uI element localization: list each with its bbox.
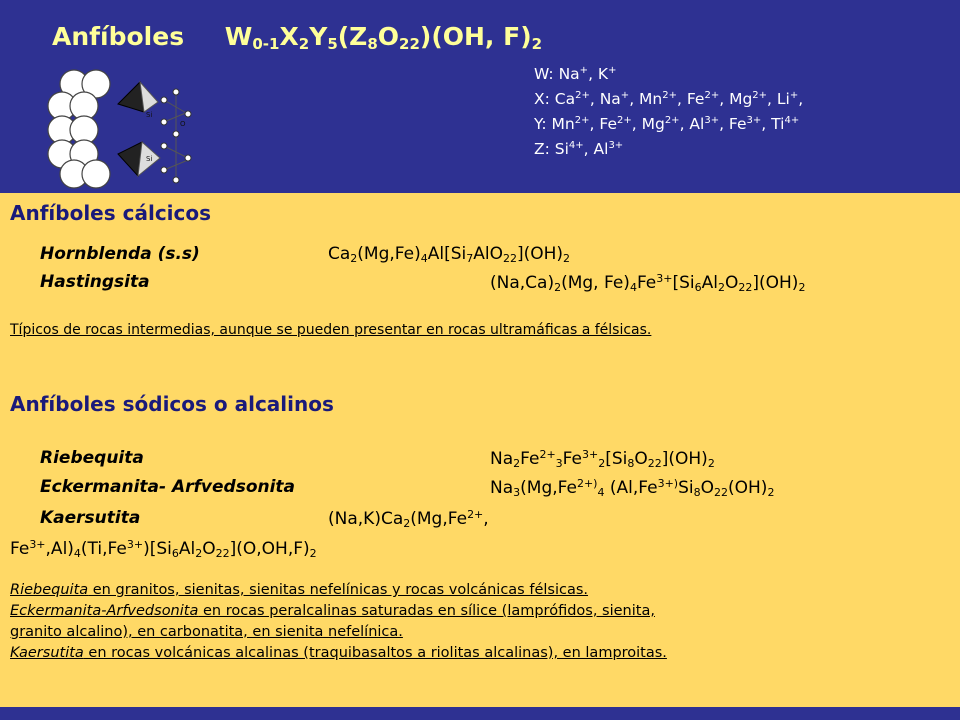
eckermanita-formula: $Na_3(Mg,Fe^{2+)}_4$ ($Al,Fe^{3+)}Si_8O_{22}(OH)_2$ <box>490 477 775 499</box>
kaersutita-formula-2: $Fe^{3+},Al)_4(Ti,Fe^{3+})[Si_6Al_2O_{22}](O,OH,F)_2$ <box>10 538 317 560</box>
eckermanita-name: Eckermanita- Arfvedsonita <box>40 477 296 497</box>
calcicos-note: Típicos de rocas intermedias, aunque se pueden presentar en rocas ultramáficas a félsicas. <box>10 322 652 338</box>
sodicos-notes <box>10 580 950 664</box>
riebequita-formula: $Na_2Fe^{2+}_3Fe^{3+}_2[Si_8O_{22}](OH)_2$ <box>490 448 715 470</box>
ion-y: Y: $Mn^{2+}$, $Fe^{2+}$, $Mg^{2+}$, $Al^{3+}$, $Fe^{3+}$, $Ti^{4+}$ <box>534 115 800 133</box>
title-word: Anfíboles <box>52 22 185 51</box>
o-label: O <box>180 120 186 128</box>
hornblenda-formula: $Ca_2(Mg,Fe)_4Al[Si_7AlO_{22}](OH)_2$ <box>328 244 571 265</box>
kaersutita-row <box>40 508 140 528</box>
note-eckermanita-2: granito alcalino), en carbonatita, en sienita nefelínica. <box>10 624 403 640</box>
hastingsita-formula: $(Na,Ca)_2(Mg$, $Fe)_4Fe^{3+}[Si_6Al_2O_{22}](OH)_2$ <box>490 272 806 294</box>
si-label-1: Si <box>146 111 153 119</box>
general-formula: $W_{0-1}X_2Y_5(Z_8O_{22})(OH$, $F)_2$ <box>224 22 543 53</box>
bottom-strip <box>0 707 960 720</box>
page-title <box>52 22 542 53</box>
amphibole-structure-diagram <box>40 62 200 190</box>
riebequita-row <box>40 448 144 468</box>
ion-w: W: Na+, K+ <box>534 65 617 83</box>
note-riebequita: Riebequita en granitos, sienitas, sienitas nefelínicas y rocas volcánicas félsicas. <box>10 582 589 598</box>
section-title-calcicos: Anfíboles cálcicos <box>10 201 212 225</box>
si-label-2: Si <box>146 155 153 163</box>
hastingsita-name: Hastingsita <box>40 272 150 292</box>
eckermanita-row <box>40 477 295 497</box>
ion-z: Z: $Si^{4+}$, $Al^{3+}$ <box>534 140 624 158</box>
hornblenda-row <box>40 244 200 264</box>
note-kaersutita: Kaersutita en rocas volcánicas alcalinas (traquibasaltos a riolitas alcalinas), en lamproitas. <box>10 645 667 661</box>
section-title-sodicos: Anfíboles sódicos o alcalinos <box>10 392 334 416</box>
note-eckermanita: Eckermanita-Arfvedsonita en rocas peralcalinas saturadas en sílice (lamprófidos, sienita, <box>10 603 655 619</box>
kaersutita-formula-1: $(Na,K)Ca_2(Mg,Fe^{2+}$, <box>328 508 489 530</box>
ion-x: X: $Ca^{2+}$, Na+, $Mn^{2+}$, $Fe^{2+}$, $Mg^{2+}$, Li+, <box>534 90 804 108</box>
hornblenda-name: Hornblenda (s.s) <box>40 244 200 264</box>
ion-list <box>534 60 803 160</box>
riebequita-name: Riebequita <box>40 448 144 468</box>
kaersutita-name: Kaersutita <box>40 508 141 528</box>
hastingsita-row <box>40 272 150 292</box>
